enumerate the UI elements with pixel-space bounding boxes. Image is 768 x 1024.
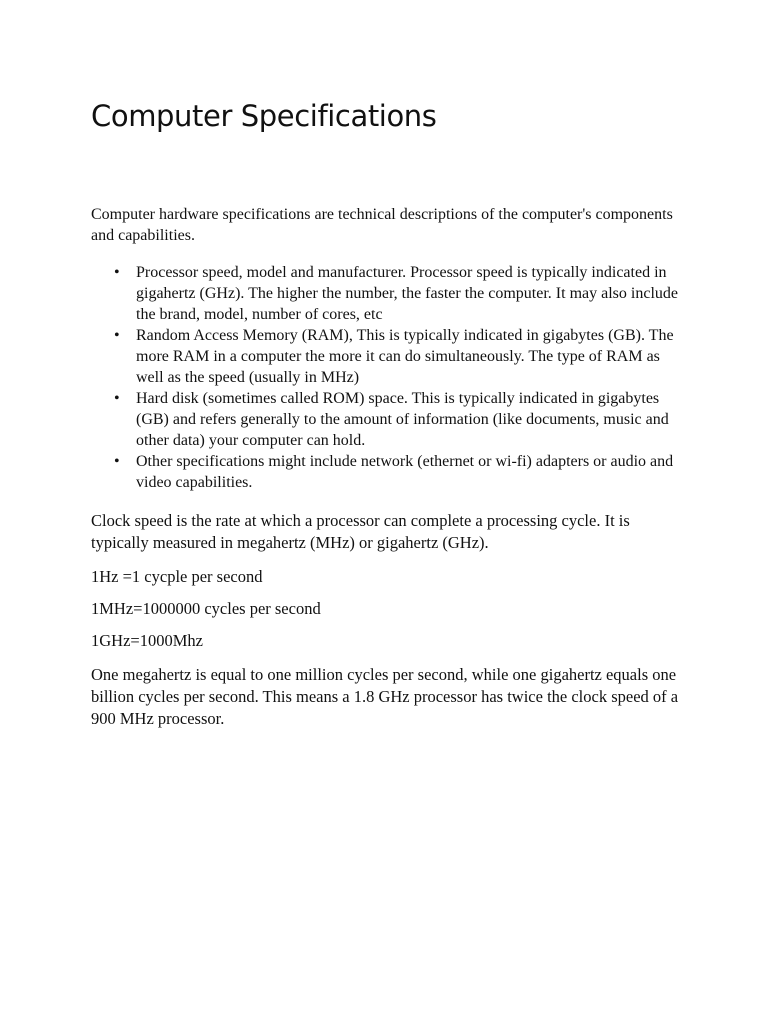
bullet-icon: •: [114, 264, 120, 281]
list-item: [91, 388, 681, 451]
spec-list: [91, 262, 691, 493]
list-item-text: Processor speed, model and manufacturer. Processor speed is typically indicated in gigahertz (GHz). The higher the number, the faster the computer. It may also include the brand, model, number of cores, etc: [136, 264, 678, 323]
list-item-text: Other specifications might include network (ethernet or wi-fi) adapters or audio and video capabilities.: [136, 453, 674, 491]
megahertz-paragraph: One megahertz is equal to one million cycles per second, while one gigahertz equals one billion cycles per second. This means a 1.8 GHz processor has twice the clock speed of a 900 MHz processor.: [91, 665, 679, 728]
intro-paragraph: Computer hardware specifications are technical descriptions of the computer's components and capabilities.: [91, 206, 673, 244]
clock-speed-paragraph: Clock speed is the rate at which a processor can complete a processing cycle. It is typically measured in megahertz (MHz) or gigahertz (GHz).: [91, 511, 630, 552]
bullet-icon: •: [114, 453, 120, 470]
list-item: [91, 262, 681, 325]
list-item-text: Random Access Memory (RAM), This is typically indicated in gigabytes (GB). The more RAM in a computer the more it can do simultaneously. The type of RAM as well as the speed (usually in MHz): [136, 327, 674, 386]
list-item: [91, 325, 681, 388]
list-item: [91, 451, 681, 493]
page-title: Computer Specifications: [91, 99, 437, 133]
bullet-icon: •: [114, 327, 120, 344]
formula-ghz: 1GHz=1000Mhz: [91, 631, 203, 650]
formula-mhz: 1MHz=1000000 cycles per second: [91, 599, 321, 618]
formula-hz: 1Hz =1 cycple per second: [91, 567, 263, 586]
list-item-text: Hard disk (sometimes called ROM) space. This is typically indicated in gigabytes (GB) and refers generally to the amount of information (like documents, music and other data) your computer can hold.: [136, 390, 669, 449]
bullet-icon: •: [114, 390, 120, 407]
